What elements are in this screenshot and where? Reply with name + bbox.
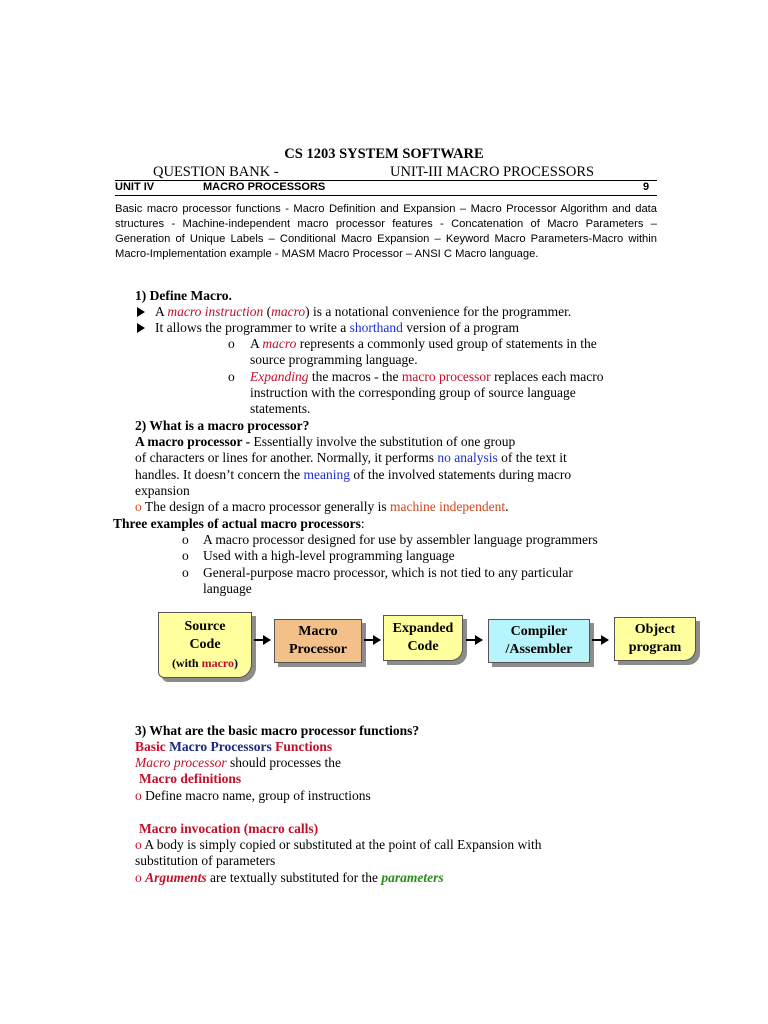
q1-sub-bullet-2-line-2: instruction with the corresponding group of source language bbox=[250, 385, 576, 400]
q1-sub-bullet-2: Expanding the macros - the macro processor replaces each macro bbox=[250, 369, 604, 384]
q1-bullet-2: It allows the programmer to write a shorthand version of a program bbox=[137, 320, 519, 336]
macro-invocation-text: o A body is simply copied or substituted at the point of call Expansion with bbox=[135, 837, 542, 852]
compiler-assembler-box bbox=[488, 619, 590, 663]
q2-answer-line-5: o The design of a macro processor generally is machine independent. bbox=[135, 499, 509, 514]
flow-arrow-4 bbox=[592, 639, 608, 641]
q2-answer-line-4: expansion bbox=[135, 483, 190, 498]
expanded-code-label-2: Code bbox=[407, 639, 439, 654]
q1-sub-bullet-2-line-3: statements. bbox=[250, 401, 311, 416]
example-item-3-line-2: language bbox=[203, 581, 252, 596]
header-divider-bottom bbox=[115, 195, 657, 196]
source-code-box bbox=[158, 612, 252, 678]
sub-bullet-marker: o bbox=[182, 532, 189, 547]
source-code-label-1: Source bbox=[184, 619, 226, 634]
document-subtitle-right: UNIT-III MACRO PROCESSORS bbox=[390, 164, 595, 180]
macro-invocation-text-line-2: substitution of parameters bbox=[135, 853, 276, 868]
example-item-3: General-purpose macro processor, which is not tied to any particular bbox=[203, 565, 573, 580]
arrow-bullet-icon bbox=[137, 323, 145, 333]
compiler-label-1: Compiler bbox=[510, 624, 568, 639]
object-program-box bbox=[614, 617, 696, 661]
object-program-label-1: Object bbox=[634, 622, 676, 637]
object-program-label-2: program bbox=[628, 640, 682, 655]
q2-answer-line-3: handles. It doesn’t concern the meaning of the involved statements during macro bbox=[135, 467, 572, 482]
document-title: CS 1203 SYSTEM SOFTWARE bbox=[284, 146, 484, 162]
macro-invocation-heading: Macro invocation (macro calls) bbox=[139, 821, 319, 836]
source-code-label-3: (with macro) bbox=[171, 656, 239, 670]
flow-arrow-2 bbox=[364, 639, 380, 641]
example-item-1: A macro processor designed for use by assembler language programmers bbox=[203, 532, 598, 547]
unit-title: MACRO PROCESSORS bbox=[203, 181, 326, 193]
arguments-text: o Arguments are textually substituted for the parameters bbox=[135, 870, 444, 885]
unit-label: UNIT IV bbox=[115, 181, 155, 193]
syllabus-paragraph: Basic macro processor functions - Macro Definition and Expansion – Macro Processor Algorithm and data structures - Machine-independent macro processor features - Concatenation of Macro Parameters – Generation of Unique Labels – Conditional Macro Expansion – Keyword Macro Parameters-Macro within Macro-Implementation example - MASM Macro Processor – ANSI C Macro language. bbox=[115, 203, 657, 261]
q1-sub-bullet-1: A macro represents a commonly used group of statements in the bbox=[250, 336, 597, 351]
expanded-code-box bbox=[383, 615, 463, 661]
example-item-2: Used with a high-level programming language bbox=[203, 548, 455, 563]
expanded-code-label-1: Expanded bbox=[392, 621, 454, 636]
source-code-label-2: Code bbox=[189, 637, 221, 652]
q3-heading: Basic Macro Processors Functions bbox=[135, 739, 333, 754]
macro-processor-label-1: Macro bbox=[298, 624, 338, 639]
sub-bullet-marker: o bbox=[182, 548, 189, 563]
macro-definitions-text: o Define macro name, group of instructions bbox=[135, 788, 371, 803]
q3-line-1: Macro processor should processes the bbox=[135, 755, 341, 770]
document-subtitle-left: QUESTION BANK - bbox=[153, 164, 279, 180]
sub-bullet-marker: o bbox=[228, 369, 235, 384]
header-divider-top bbox=[115, 180, 657, 181]
arrow-bullet-icon bbox=[137, 307, 145, 317]
unit-hours: 9 bbox=[643, 181, 650, 193]
sub-bullet-marker: o bbox=[182, 565, 189, 580]
macro-processor-box bbox=[274, 619, 362, 663]
compiler-label-2: /Assembler bbox=[505, 642, 573, 657]
macro-definitions-heading: Macro definitions bbox=[139, 771, 242, 786]
macro-processor-label-2: Processor bbox=[288, 642, 348, 657]
flow-arrow-1 bbox=[254, 639, 270, 641]
flow-arrow-3 bbox=[466, 639, 482, 641]
question-1: 1) Define Macro. bbox=[135, 288, 232, 303]
question-2: 2) What is a macro processor? bbox=[135, 418, 310, 433]
examples-heading: Three examples of actual macro processors: bbox=[113, 516, 365, 531]
question-3: 3) What are the basic macro processor functions? bbox=[135, 723, 420, 738]
q2-answer-line-2: of characters or lines for another. Normally, it performs no analysis of the text it bbox=[135, 450, 567, 465]
q1-sub-bullet-1-line-2: source programming language. bbox=[250, 352, 418, 367]
q2-answer-line-1: A macro processor - Essentially involve the substitution of one group bbox=[135, 434, 516, 449]
q1-bullet-1: A macro instruction (macro) is a notational convenience for the programmer. bbox=[137, 304, 571, 320]
sub-bullet-marker: o bbox=[228, 336, 235, 351]
